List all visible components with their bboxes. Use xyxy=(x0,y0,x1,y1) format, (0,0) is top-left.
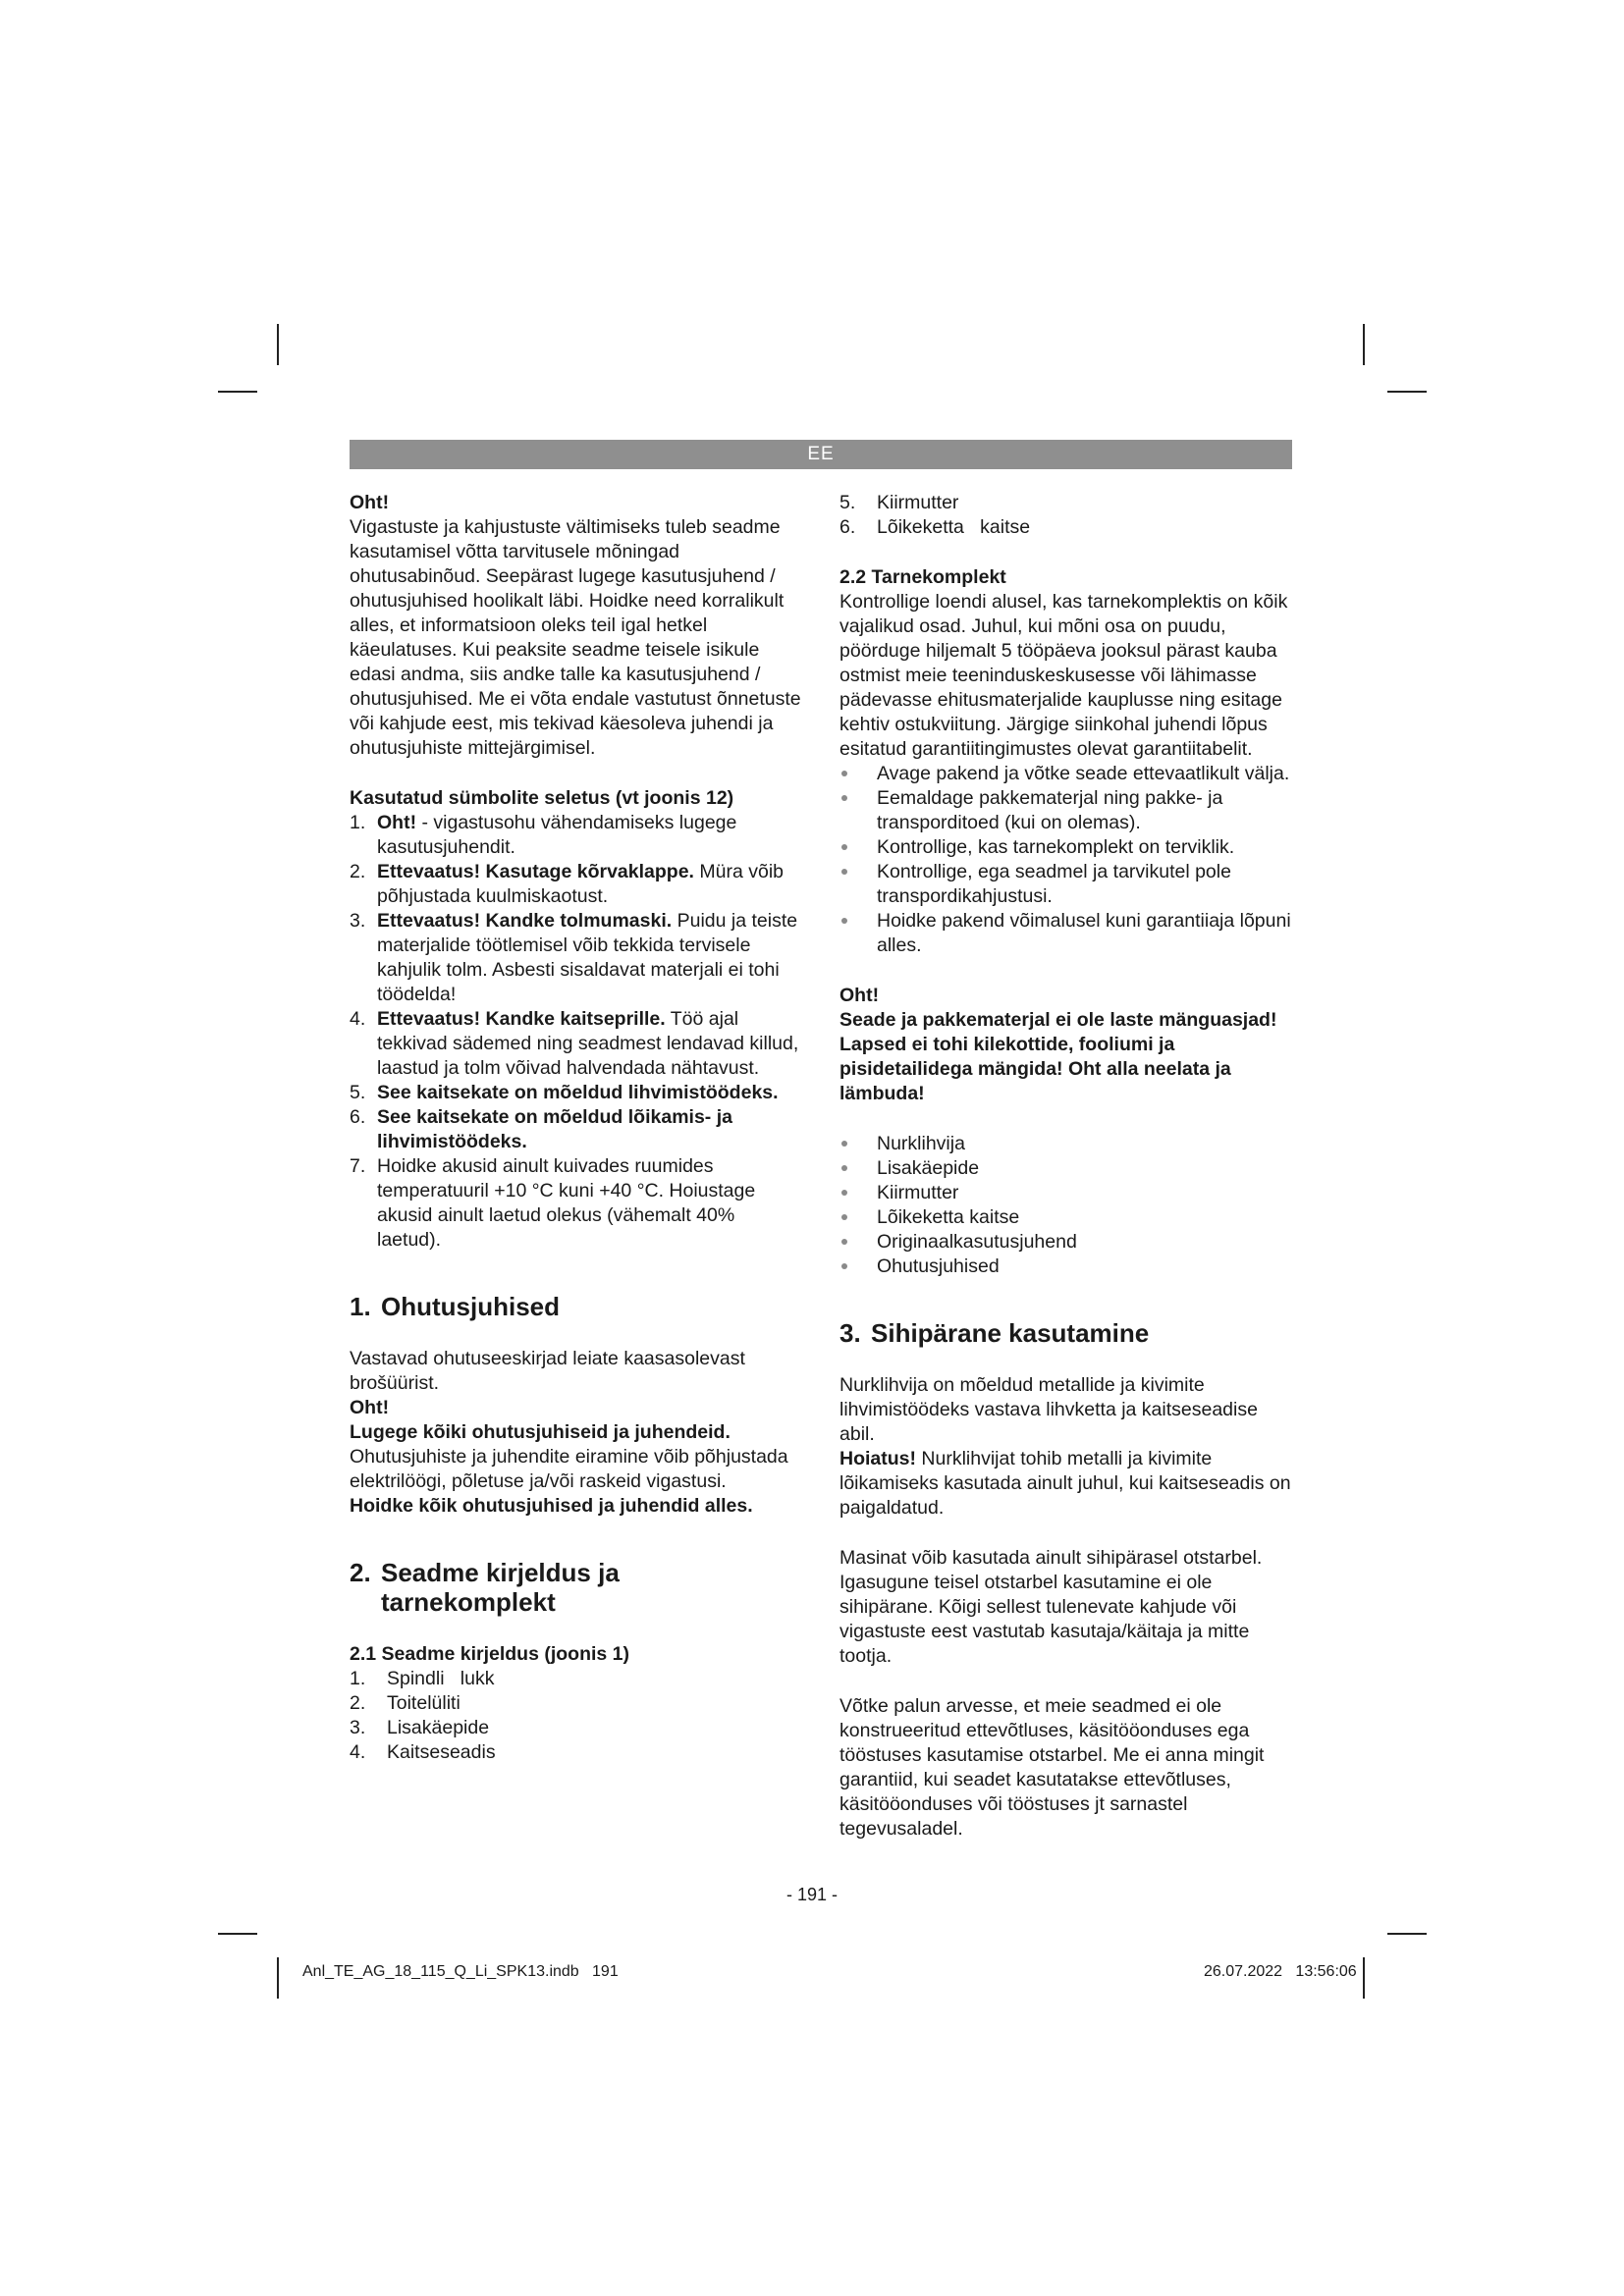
crop-mark xyxy=(1363,324,1365,365)
language-header-bar xyxy=(350,440,1292,469)
bullet-icon xyxy=(841,771,847,776)
right-column xyxy=(839,491,1291,1842)
subsection-2-2-text: Kontrollige loendi alusel, kas tarnekomplektis on kõik vajalikud osad. Juhul, kui mõni osa on puudu, pöörduge hiljemalt 5 tööpäeva jooksul pärast kauba ostmist meie teeninduskeskusesse või lähimasse pädevasse ehitusmaterjalide kauplusse ning esitage kehtiv ostukviitung. Järgige siinkohal juhendi lõpus esitatud garantiitingimustes olevat garantiitabelit. xyxy=(839,591,1288,760)
crop-mark xyxy=(218,391,257,393)
list-item: 7. Hoidke akusid ainult kuivades ruumides temperatuuril +10 °C kuni +40 °C. Hoiustage akusid ainult laetud olekus (vähemalt 40% laetud). xyxy=(350,1155,756,1251)
symbols-list xyxy=(350,811,801,1253)
list-item: 1. Oht! - vigastusohu vähendamiseks lugege kasutusjuhendit. xyxy=(350,812,737,858)
section-1-bold-line: Lugege kõiki ohutusjuhiseid ja juhendeid. xyxy=(350,1421,731,1443)
list-item: 6. Lõikeketta kaitse xyxy=(839,516,1031,538)
list-item: 1. Spindli lukk xyxy=(350,1668,495,1689)
crop-mark xyxy=(1387,391,1427,393)
list-item: 4. Kaitseseadis xyxy=(350,1741,496,1763)
list-item: 6. See kaitsekate on mõeldud lõikamis- ja lihvimistöödeks. xyxy=(350,1106,732,1152)
warning-text: Vigastuste ja kahjustuste vältimiseks tuleb seadme kasutamisel võtta tarvitusele mõningad ohutusabinõud. Seepärast lugege kasutusjuhend / ohutusjuhised hoolikalt läbi. Hoidke need korralikult alles, et informatsioon oleks teil igal hetkel käeulatuses. Kui peaksite seadme teisele isikule edasi andma, siis andke talle ka kasutusjuhend / ohutusjuhised. Me ei võta endale vastutust õnnetuste või kahjude eest, mis tekivad käesoleva juhendi ja ohutusjuhiste mittejärgimisel. xyxy=(350,516,801,759)
list-item: 3. Lisakäepide xyxy=(350,1717,490,1738)
section-1-heading: 1. Ohutusjuhised xyxy=(350,1292,560,1321)
section-1-text: Ohutusjuhiste ja juhendite eiramine võib põhjustada elektrilöögi, põletuse ja/või raskeid vigastusi. xyxy=(350,1446,788,1492)
subsection-2-1-title: 2.1 Seadme kirjeldus (joonis 1) xyxy=(350,1643,630,1665)
section-1-bold-end: Hoidke kõik ohutusjuhised ja juhendid alles. xyxy=(350,1495,753,1517)
unpacking-steps xyxy=(839,762,1291,958)
list-item: Ohutusjuhised xyxy=(839,1255,1291,1279)
list-item: 5. See kaitsekate on mõeldud lihvimistöödeks. xyxy=(350,1082,779,1103)
list-item: Eemaldage pakkematerjal ning pakke- ja transporditoed (kui on olemas). xyxy=(839,786,1291,835)
list-item: Nurklihvija xyxy=(839,1132,1291,1156)
bullet-icon xyxy=(841,1214,847,1220)
list-item: Avage pakend ja võtke seade ettevaatlikult välja. xyxy=(839,762,1291,786)
list-item: 2. Toitelüliti xyxy=(350,1692,460,1714)
bullet-icon xyxy=(841,869,847,875)
file-info: Anl_TE_AG_18_115_Q_Li_SPK13.indb 191 xyxy=(302,1963,619,1980)
crop-mark xyxy=(1363,1957,1365,1999)
crop-mark xyxy=(218,1933,257,1935)
bullet-icon xyxy=(841,795,847,801)
list-item: Kontrollige, kas tarnekomplekt on terviklik. xyxy=(839,835,1291,860)
crop-mark xyxy=(1387,1933,1427,1935)
list-item: 4. Ettevaatus! Kandke kaitseprille. Töö ajal tekkivad sädemed ning seadmest lendavad killud, laastud ja tolm võivad halvendada nähtavust. xyxy=(350,1008,799,1079)
list-item: 5. Kiirmutter xyxy=(839,492,959,513)
page-number: - 191 - xyxy=(785,1885,839,1904)
list-item: Kiirmutter xyxy=(839,1181,1291,1205)
bullet-icon xyxy=(841,918,847,924)
delivery-contents xyxy=(839,1132,1291,1279)
list-item: 2. Ettevaatus! Kasutage kõrvaklappe. Müra võib põhjustada kuulmiskaotust. xyxy=(350,861,785,907)
crop-mark xyxy=(277,1957,279,1999)
section-3-heading: 3. Sihipärane kasutamine xyxy=(839,1318,1150,1348)
section-3-paragraph-1: Nurklihvija on mõeldud metallide ja kivimite lihvimistöödeks vastava lihvketta ja kaitseseadise abil. Hoiatus! Nurklihvijat tohib metalli ja kivimite lõikamiseks kasutada ainult juhul, kui kaitseseadis on paigaldatud. xyxy=(839,1374,1291,1519)
bullet-icon xyxy=(841,1165,847,1171)
warning-text: Seade ja pakkematerjal ei ole laste mänguasjad! Lapsed ei tohi kilekottide, fooliumi ja pisidetailidega mängida! Oht alla neelata ja lämbuda! xyxy=(839,1009,1277,1104)
bullet-icon xyxy=(841,844,847,850)
section-2-heading: 2. Seadme kirjeldus ja tarnekomplekt xyxy=(350,1558,620,1617)
language-code: EE xyxy=(807,444,835,464)
section-3-paragraph-3: Võtke palun arvesse, et meie seadmed ei ole konstrueeritud ettevõtluses, käsitööonduses ega tööstuses kasutamise otstarbel. Me ei anna mingit garantiid, kui seadet kasutatakse ettevõtluses, käsitööonduses või tööstuses jt sarnastel tegevusaladel. xyxy=(839,1695,1265,1840)
bullet-icon xyxy=(841,1263,847,1269)
bullet-icon xyxy=(841,1239,847,1245)
crop-mark xyxy=(277,324,279,365)
list-item: Hoidke pakend võimalusel kuni garantiiaja lõpuni alles. xyxy=(839,909,1291,958)
list-item: Kontrollige, ega seadmel ja tarvikutel pole transpordikahjustusi. xyxy=(839,860,1291,909)
subsection-2-2-title: 2.2 Tarnekomplekt xyxy=(839,566,1006,588)
left-column xyxy=(350,491,801,1765)
list-item: 3. Ettevaatus! Kandke tolmumaski. Puidu ja teiste materjalide töötlemisel võib tekkida tervisele kahjulik tolm. Asbesti sisaldavat materjali ei tohi töödelda! xyxy=(350,910,798,1005)
bullet-icon xyxy=(841,1190,847,1196)
warning-title: Oht! xyxy=(350,492,390,513)
section-1-intro: Vastavad ohutuseeskirjad leiate kaasasolevast brošüürist. xyxy=(350,1348,745,1394)
list-item: Originaalkasutusjuhend xyxy=(839,1230,1291,1255)
list-item: Lõikeketta kaitse xyxy=(839,1205,1291,1230)
symbols-title: Kasutatud sümbolite seletus (vt joonis 12) xyxy=(350,787,734,809)
warning-title: Oht! xyxy=(839,985,880,1006)
print-timestamp: 26.07.2022 13:56:06 xyxy=(1204,1963,1357,1980)
list-item: Lisakäepide xyxy=(839,1156,1291,1181)
bullet-icon xyxy=(841,1141,847,1147)
section-1-warning: Oht! xyxy=(350,1397,390,1418)
parts-list xyxy=(350,1667,801,1765)
section-3-paragraph-2: Masinat võib kasutada ainult sihipärasel otstarbel. Igasugune teisel otstarbel kasutamine ei ole sihipärane. Kõigi sellest tulenevate kahjude või vigastuste eest vastutab kasutaja/käitaja ja mitte tootja. xyxy=(839,1547,1263,1667)
parts-list-continued xyxy=(839,491,1291,540)
